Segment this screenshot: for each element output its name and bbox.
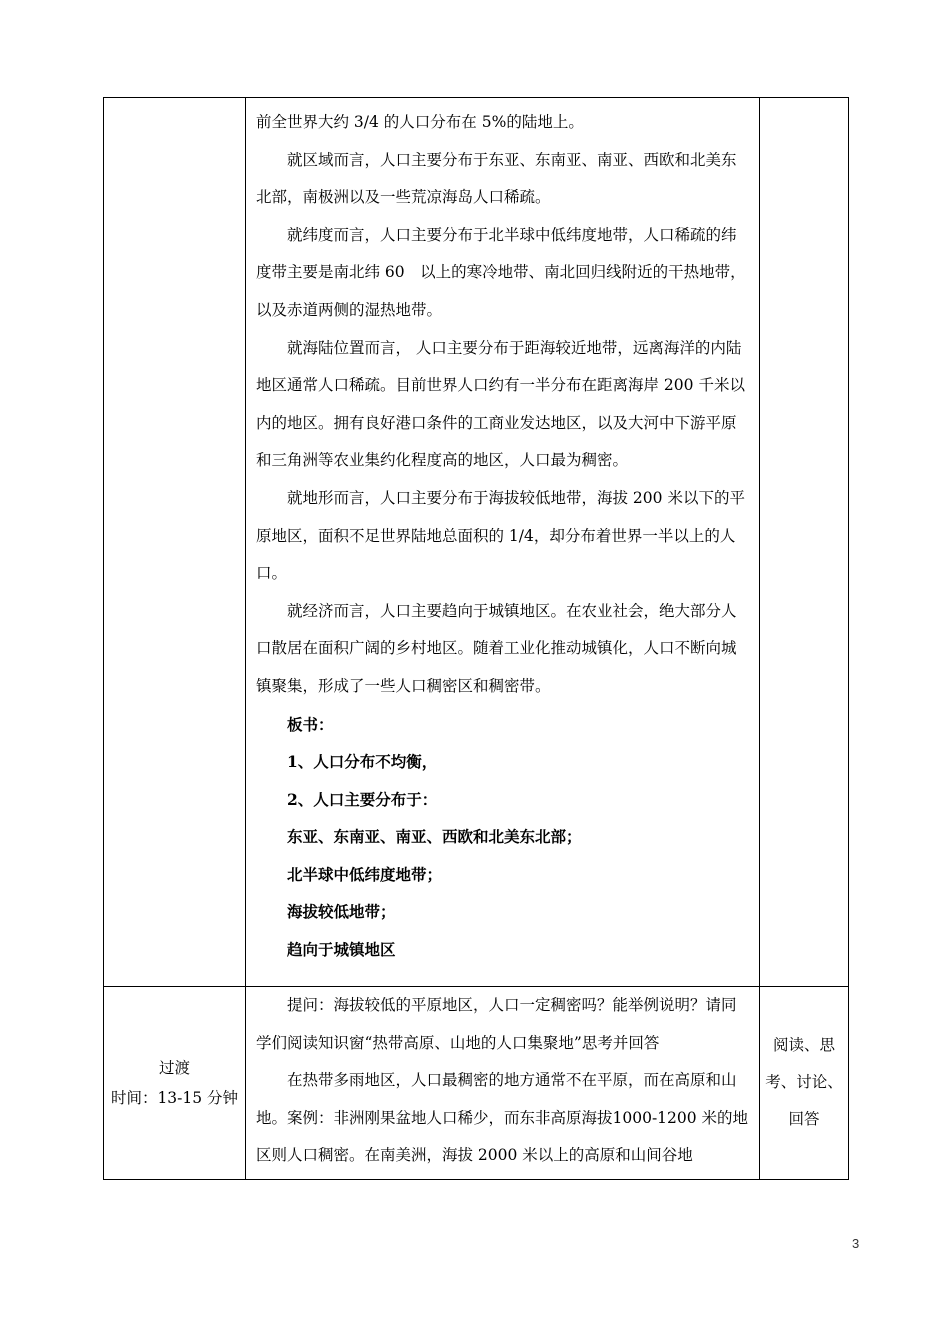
board-note-point-1: 1、人口分布不均衡， <box>287 752 438 772</box>
paragraph-by-economy: 就经济而言，人口主要趋向于城镇地区。在农业社会，绝大部分人口散居在面积广阔的乡村地区。随着工业化推动城镇化，人口不断向城镇聚集，形成了一些人口稠密区和稠密带。 <box>256 601 737 695</box>
paragraph-question: 提问：海拔较低的平原地区，人口一定稠密吗？能举例说明？请同学们阅读知识窗“热带高原、山地的人口集聚地”思考并回答 <box>256 996 737 1052</box>
board-note-item-altitude: 海拔较低地带； <box>287 902 396 922</box>
board-note-item-urban: 趋向于城镇地区 <box>287 940 396 960</box>
page-number: 3 <box>852 1236 860 1251</box>
stage-cell <box>104 987 246 1180</box>
board-note-item-latitude: 北半球中低纬度地带； <box>287 864 443 884</box>
paragraph-by-latitude: 就纬度而言，人口主要分布于北半球中低纬度地带，人口稀疏的纬度带主要是南北纬 60 以上的寒冷地带、南北回归线附近的干热地带，以及赤道两侧的湿热地带。 <box>256 225 746 319</box>
student-activity: 阅读、思考、讨论、回答 <box>765 1036 843 1128</box>
time-label: 时间：13-15 分钟 <box>110 1089 239 1107</box>
stage-cell-empty <box>104 98 246 987</box>
activity-cell <box>760 987 849 1180</box>
table-row <box>104 987 849 1180</box>
activity-cell-empty <box>760 98 849 987</box>
paragraph-by-sea-land-position: 就海陆位置而言， 人口主要分布于距海较近地带，远离海洋的内陆地区通常人口稀疏。目前世界人口约有一半分布在距离海岸 200 千米以内的地区。拥有良好港口条件的工商业发达地区，以及大河中下游平原和三角洲等农业集约化程度高的地区，人口最为稠密。 <box>256 338 745 470</box>
board-note-item-regions: 东亚、东南亚、南亚、西欧和北美东北部； <box>287 827 582 847</box>
board-notes-heading: 板书： <box>287 714 334 734</box>
stage-label: 过渡 <box>158 1059 190 1077</box>
paragraph-population-share: 前全世界大约 3/4 的人口分布在 5%的陆地上。 <box>256 113 584 131</box>
paragraph-by-region: 就区域而言，人口主要分布于东亚、东南亚、南亚、西欧和北美东北部，南极洲以及一些荒凉海岛人口稀疏。 <box>256 150 737 207</box>
paragraph-tropical-highlands: 在热带多雨地区，人口最稠密的地方通常不在平原，而在高原和山地。案例：非洲刚果盆地人口稀少，而东非高原海拔1000-1200 米的地区则人口稠密。在南美洲，海拔 2000 米以上的高原和山间谷地 <box>256 1071 749 1165</box>
content-cell <box>246 987 760 1180</box>
board-note-point-2: 2、人口主要分布于： <box>287 789 438 809</box>
paragraph-by-terrain: 就地形而言，人口主要分布于海拔较低地带，海拔 200 米以下的平原地区，面积不足世界陆地总面积的 1/4，却分布着世界一半以上的人口。 <box>256 488 745 583</box>
table-row <box>104 98 849 987</box>
lesson-plan-table <box>103 97 849 1180</box>
content-cell <box>246 98 760 987</box>
